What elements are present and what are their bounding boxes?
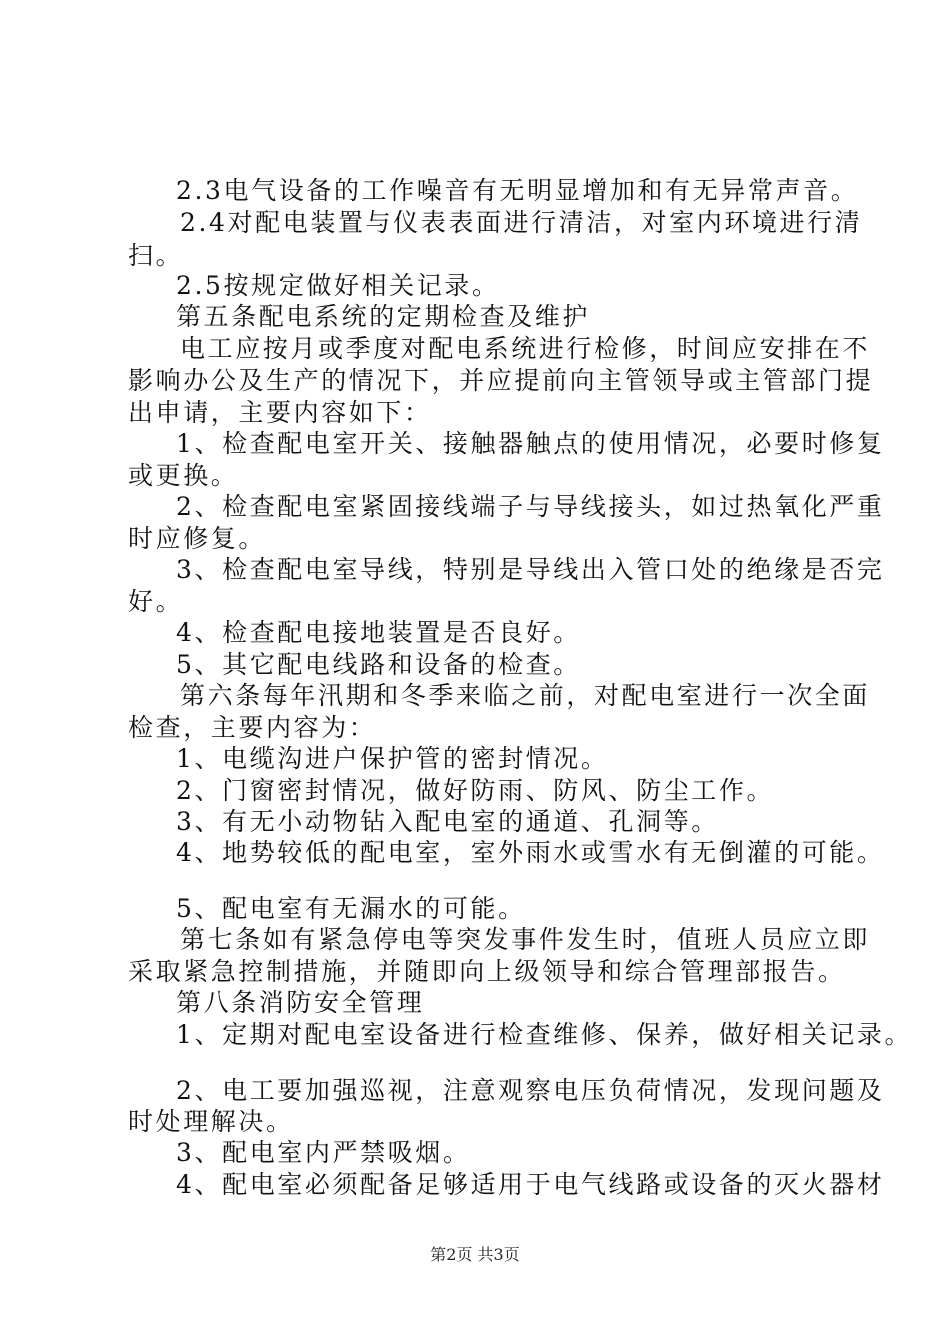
list-item: 3、配电室内严禁吸烟。 [176, 1138, 471, 1167]
section-heading: 第五条配电系统的定期检查及维护 [176, 302, 591, 331]
text-line: 2.4对配电装置与仪表表面进行清洁，对室内环境进行清 [180, 208, 863, 237]
list-item: 5、其它配电线路和设备的检查。 [176, 650, 581, 679]
text-line: 时处理解决。 [128, 1107, 294, 1136]
list-item: 2、门窗密封情况，做好防雨、防风、防尘工作。 [176, 776, 775, 805]
text-line: 好。 [128, 587, 184, 616]
text-line: 出申请，主要内容如下： [128, 398, 432, 427]
text-line: 采取紧急控制措施，并随即向上级领导和综合管理部报告。 [128, 957, 846, 986]
list-item: 3、检查配电室导线，特别是导线出入管口处的绝缘是否完 [176, 555, 885, 584]
text-line: 2.5按规定做好相关记录。 [176, 271, 500, 300]
text-line: 扫。 [128, 241, 184, 270]
text-line: 或更换。 [128, 461, 239, 490]
list-item: 4、检查配电接地装置是否良好。 [176, 618, 581, 647]
section-heading: 第七条如有紧急停电等突发事件发生时，值班人员应立即 [180, 925, 871, 954]
list-item: 3、有无小动物钻入配电室的通道、孔洞等。 [176, 807, 719, 836]
list-item: 5、配电室有无漏水的可能。 [176, 894, 526, 923]
list-item: 4、配电室必须配备足够适用于电气线路或设备的灭火器材 [176, 1170, 885, 1199]
list-item: 1、定期对配电室设备进行检查维修、保养，做好相关记录。 [176, 1020, 913, 1049]
list-item: 1、检查配电室开关、接触器触点的使用情况，必要时修复 [176, 429, 885, 458]
list-item: 2、电工要加强巡视，注意观察电压负荷情况，发现问题及 [176, 1076, 885, 1105]
page-number-footer: 第2页 共3页 [430, 1245, 520, 1264]
section-heading: 第六条每年汛期和冬季来临之前，对配电室进行一次全面 [180, 681, 871, 710]
text-line: 电工应按月或季度对配电系统进行检修，时间应安排在不 [180, 334, 871, 363]
list-item: 1、电缆沟进户保护管的密封情况。 [176, 744, 609, 773]
list-item: 4、地势较低的配电室，室外雨水或雪水有无倒灌的可能。 [176, 838, 885, 867]
text-line: 时应修复。 [128, 524, 267, 553]
text-line: 检查，主要内容为： [128, 713, 377, 742]
list-item: 2、检查配电室紧固接线端子与导线接头，如过热氧化严重 [176, 492, 885, 521]
section-heading: 第八条消防安全管理 [176, 988, 425, 1017]
text-line: 影响办公及生产的情况下，并应提前向主管领导或主管部门提 [128, 366, 874, 395]
text-line: 2.3电气设备的工作噪音有无明显增加和有无异常声音。 [176, 176, 859, 205]
